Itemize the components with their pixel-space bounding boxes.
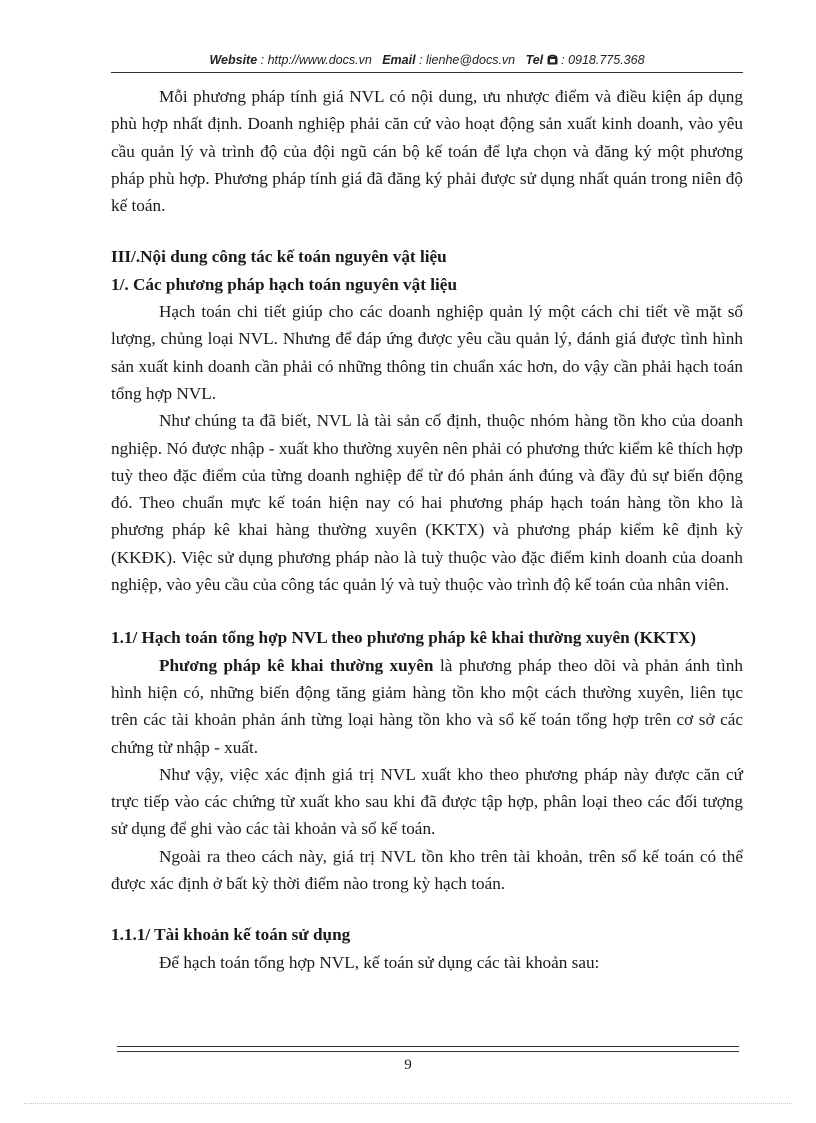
email-value[interactable]: : lienhe@docs.vn <box>415 53 516 67</box>
paragraph-4-bold: Phương pháp kê khai thường xuyên <box>159 655 434 675</box>
heading-1-1-1: 1.1.1/ Tài khoản kế toán sử dụng <box>111 925 351 945</box>
website-value[interactable]: : http://www.docs.vn <box>257 53 372 67</box>
paragraph-1: Mỗi phương pháp tính giá NVL có nội dung, ưu nhược điểm và điều kiện áp dụng phù hợp nhất định. Doanh nghiệp phải căn cứ vào hoạt động sản xuất kinh doanh, vào yêu cầu quản lý và trình độ của đội ngũ cán bộ kế toán để lựa chọn và đăng ký một phương pháp phù hợp. Phương pháp tính giá đã đăng ký phải được sử dụng nhất quán trong niên độ kế toán. <box>111 87 743 216</box>
email-label: Email <box>382 53 416 67</box>
paragraph-3: Như chúng ta đã biết, NVL là tài sản cố định, thuộc nhóm hàng tồn kho của doanh nghiệp. Nó được nhập - xuất kho thường xuyên nên phải có phương thức kiểm kê thích hợp tuỳ theo đặc điểm của từng doanh nghiệp để từ đó phản ánh đúng và đầy đủ sự biến động đó. Theo chuẩn mực kế toán hiện nay có hai phương pháp hạch toán hàng tồn kho là phương pháp kê khai hàng thường xuyên (KKTX) và phương pháp kiểm kê định kỳ (KKĐK). Việc sử dụng phương pháp nào là tuỳ thuộc vào đặc điểm kinh doanh của doanh nghiệp, vào yêu cầu của công tác quản lý và tuỳ thuộc vào trình độ kế toán của nhân viên. <box>111 411 743 595</box>
tel-label: Tel <box>525 53 544 67</box>
paragraph-6: Ngoài ra theo cách này, giá trị NVL tồn kho trên tài khoản, trên sổ kế toán có thể được xác định ở bất kỳ thời điểm nào trong kỳ hạch toán. <box>111 846 743 894</box>
phone-icon <box>547 54 558 65</box>
document-body <box>111 83 743 976</box>
website-label: Website <box>209 53 258 67</box>
heading-section-3: III/.Nội dung công tác kế toán nguyên vật liệu <box>111 247 447 267</box>
paragraph-5: Như vậy, việc xác định giá trị NVL xuất kho theo phương pháp này được căn cứ trực tiếp vào các chứng từ xuất kho sau khi đã được tập hợp, phân loại theo các đối tượng sử dụng để ghi vào các tài khoản và sổ kế toán. <box>111 764 743 839</box>
tel-value: : 0918.775.368 <box>557 53 645 67</box>
paragraph-4 <box>111 652 743 761</box>
page-break-line <box>24 1103 792 1104</box>
paragraph-4-text: là phương pháp theo dõi và phản ánh tình hình hiện có, những biến động tăng giảm hàng tồn kho một cách thường xuyên, liên tục trên các tài khoản phản ánh từng loại hàng tồn kho và sổ kế toán tổng hợp trên cơ sở các chứng từ nhập - xuất. <box>111 655 743 757</box>
heading-1: 1/. Các phương pháp hạch toán nguyên vật liệu <box>111 274 457 294</box>
paragraph-7: Để hạch toán tổng hợp NVL, kế toán sử dụng các tài khoản sau: <box>159 952 600 972</box>
header-divider <box>111 72 743 73</box>
paragraph-2: Hạch toán chi tiết giúp cho các doanh nghiệp quản lý một cách chi tiết về mặt số lượng, chủng loại NVL. Nhưng để đáp ứng được yêu cầu quản lý, đánh giá được tình hình sản xuất kinh doanh cần phải có những thông tin chuẩn xác hơn, do vậy cần phải hạch toán tổng hợp NVL. <box>111 302 743 403</box>
footer-divider-top <box>117 1046 739 1047</box>
page-number: 9 <box>404 1057 412 1073</box>
page-header <box>111 53 743 67</box>
footer-divider-bottom <box>117 1051 739 1052</box>
heading-1-1: 1.1/ Hạch toán tổng hợp NVL theo phương pháp kê khai thường xuyên (KKTX) <box>111 628 696 648</box>
